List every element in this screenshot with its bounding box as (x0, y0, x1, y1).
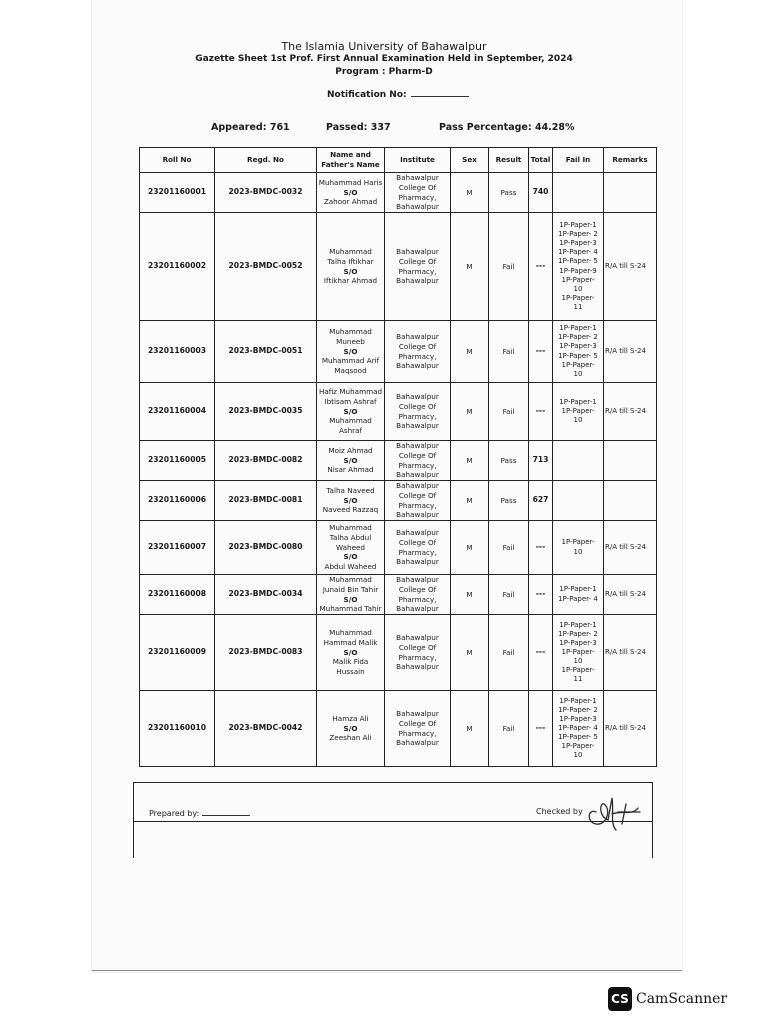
table-row (140, 691, 657, 767)
table-row (140, 481, 657, 521)
page-bottom-edge (92, 970, 682, 971)
result-cell: Fail (489, 521, 529, 575)
sex-cell: M (451, 521, 489, 575)
table-row (140, 521, 657, 575)
name-cell: Muhammad Talha Abdul Waheed S/O Abdul Waheed (317, 521, 385, 575)
remarks-cell: R/A till S-24 (604, 321, 657, 383)
table-row (140, 383, 657, 441)
total-cell: 713 (529, 441, 553, 481)
col-header-sex: Sex (451, 148, 489, 173)
roll-no-cell: 23201160001 (140, 173, 215, 213)
total-cell: --- (529, 321, 553, 383)
remarks-cell: R/A till S-24 (604, 615, 657, 691)
sex-cell: M (451, 383, 489, 441)
pass-percentage: Pass Percentage: 44.28% (439, 122, 575, 133)
table-row (140, 575, 657, 615)
table-header-row (140, 148, 657, 173)
roll-no-cell: 23201160010 (140, 691, 215, 767)
total-cell: 627 (529, 481, 553, 521)
institute-cell: Bahawalpur College Of Pharmacy, Bahawalpur (385, 321, 451, 383)
table-body (140, 173, 657, 767)
name-cell: Hafiz Muhammad Ibtisam Ashraf S/O Muhammad Ashraf (317, 383, 385, 441)
institute-cell: Bahawalpur College Of Pharmacy, Bahawalpur (385, 173, 451, 213)
result-cell: Fail (489, 213, 529, 321)
institute-cell: Bahawalpur College Of Pharmacy, Bahawalpur (385, 615, 451, 691)
col-header-roll: Roll No (140, 148, 215, 173)
camscanner-watermark (608, 987, 727, 1011)
sex-cell: M (451, 213, 489, 321)
roll-no-cell: 23201160009 (140, 615, 215, 691)
regd-no-cell: 2023-BMDC-0052 (215, 213, 317, 321)
regd-no-cell: 2023-BMDC-0034 (215, 575, 317, 615)
checked-by-label: Checked by (536, 807, 583, 816)
result-cell: Pass (489, 441, 529, 481)
sex-cell: M (451, 441, 489, 481)
passed-count: Passed: 337 (326, 122, 391, 133)
institute-cell: Bahawalpur College Of Pharmacy, Bahawalpur (385, 481, 451, 521)
notification-label: Notification No: (327, 90, 407, 100)
remarks-cell (604, 441, 657, 481)
name-cell: Muhammad Muneeb S/O Muhammad Arif Maqsood (317, 321, 385, 383)
fail-in-cell (553, 173, 604, 213)
fail-in-cell: 1P-Paper-1 1P-Paper- 10 (553, 383, 604, 441)
table-row (140, 213, 657, 321)
fail-in-cell: 1P-Paper-1 1P-Paper- 2 1P-Paper-3 1P-Paper- 4 1P-Paper- 5 1P-Paper-9 1P-Paper- 10 1P-Paper- 11 (553, 213, 604, 321)
col-header-remarks: Remarks (604, 148, 657, 173)
result-cell: Fail (489, 575, 529, 615)
col-header-total: Total (529, 148, 553, 173)
notification-blank (411, 87, 469, 97)
table-row (140, 173, 657, 213)
total-cell: --- (529, 615, 553, 691)
name-cell: Talha Naveed S/O Naveed Razzaq (317, 481, 385, 521)
name-cell: Moiz Ahmad S/O Nisar Ahmad (317, 441, 385, 481)
name-cell: Muhammad Talha Iftikhar S/O Iftikhar Ahmad (317, 213, 385, 321)
regd-no-cell: 2023-BMDC-0051 (215, 321, 317, 383)
col-header-institute: Institute (385, 148, 451, 173)
regd-no-cell: 2023-BMDC-0081 (215, 481, 317, 521)
gazette-title: Gazette Sheet 1st Prof. First Annual Examination Held in September, 2024 (195, 54, 573, 64)
notification-number (327, 87, 469, 100)
institute-cell: Bahawalpur College Of Pharmacy, Bahawalpur (385, 575, 451, 615)
name-cell: Hamza Ali S/O Zeeshan Ali (317, 691, 385, 767)
sex-cell: M (451, 173, 489, 213)
roll-no-cell: 23201160005 (140, 441, 215, 481)
remarks-cell (604, 481, 657, 521)
remarks-cell: R/A till S-24 (604, 521, 657, 575)
fail-in-cell: 1P-Paper-1 1P-Paper- 2 1P-Paper-3 1P-Paper- 4 1P-Paper- 5 1P-Paper- 10 (553, 691, 604, 767)
remarks-cell (604, 173, 657, 213)
fail-in-cell: 1P-Paper-1 1P-Paper- 2 1P-Paper-3 1P-Paper- 10 1P-Paper- 11 (553, 615, 604, 691)
table-row (140, 615, 657, 691)
roll-no-cell: 23201160002 (140, 213, 215, 321)
roll-no-cell: 23201160004 (140, 383, 215, 441)
institute-cell: Bahawalpur College Of Pharmacy, Bahawalpur (385, 521, 451, 575)
result-cell: Fail (489, 691, 529, 767)
remarks-cell: R/A till S-24 (604, 383, 657, 441)
university-title: The Islamia University of Bahawalpur (281, 40, 487, 53)
total-cell: 740 (529, 173, 553, 213)
roll-no-cell: 23201160007 (140, 521, 215, 575)
regd-no-cell: 2023-BMDC-0080 (215, 521, 317, 575)
roll-no-cell: 23201160006 (140, 481, 215, 521)
table-row (140, 441, 657, 481)
result-cell: Pass (489, 481, 529, 521)
result-cell: Fail (489, 383, 529, 441)
regd-no-cell: 2023-BMDC-0083 (215, 615, 317, 691)
table-row (140, 321, 657, 383)
col-header-fail-in: Fail In (553, 148, 604, 173)
institute-cell: Bahawalpur College Of Pharmacy, Bahawalpur (385, 691, 451, 767)
total-cell: --- (529, 521, 553, 575)
sex-cell: M (451, 691, 489, 767)
regd-no-cell: 2023-BMDC-0035 (215, 383, 317, 441)
regd-no-cell: 2023-BMDC-0082 (215, 441, 317, 481)
regd-no-cell: 2023-BMDC-0032 (215, 173, 317, 213)
sex-cell: M (451, 575, 489, 615)
roll-no-cell: 23201160008 (140, 575, 215, 615)
fail-in-cell (553, 481, 604, 521)
total-cell: --- (529, 691, 553, 767)
roll-no-cell: 23201160003 (140, 321, 215, 383)
name-cell: Muhammad Hammad Malik S/O Malik Fida Hussain (317, 615, 385, 691)
name-cell: Muhammad Haris S/O Zahoor Ahmad (317, 173, 385, 213)
total-cell: --- (529, 575, 553, 615)
institute-cell: Bahawalpur College Of Pharmacy, Bahawalpur (385, 213, 451, 321)
regd-no-cell: 2023-BMDC-0042 (215, 691, 317, 767)
fail-in-cell: 1P-Paper- 10 (553, 521, 604, 575)
signature-image (582, 790, 644, 834)
camscanner-logo-icon: CS (608, 987, 632, 1011)
footer-box (133, 782, 653, 858)
appeared-count: Appeared: 761 (211, 122, 290, 133)
sex-cell: M (451, 481, 489, 521)
prepared-by-blank (202, 815, 250, 816)
fail-in-cell (553, 441, 604, 481)
prepared-by-label: Prepared by: (149, 809, 200, 818)
result-cell: Pass (489, 173, 529, 213)
remarks-cell: R/A till S-24 (604, 691, 657, 767)
sex-cell: M (451, 615, 489, 691)
fail-in-cell: 1P-Paper-1 1P-Paper- 4 (553, 575, 604, 615)
sex-cell: M (451, 321, 489, 383)
col-header-regd: Regd. No (215, 148, 317, 173)
fail-in-cell: 1P-Paper-1 1P-Paper- 2 1P-Paper-3 1P-Paper- 5 1P-Paper- 10 (553, 321, 604, 383)
result-cell: Fail (489, 321, 529, 383)
col-header-result: Result (489, 148, 529, 173)
camscanner-text: CamScanner (636, 991, 728, 1007)
total-cell: --- (529, 213, 553, 321)
name-cell: Muhammad Junaid Bin Tahir S/O Muhammad Tahir (317, 575, 385, 615)
institute-cell: Bahawalpur College Of Pharmacy, Bahawalpur (385, 441, 451, 481)
total-cell: --- (529, 383, 553, 441)
remarks-cell: R/A till S-24 (604, 213, 657, 321)
remarks-cell: R/A till S-24 (604, 575, 657, 615)
results-table (139, 147, 657, 767)
result-cell: Fail (489, 615, 529, 691)
institute-cell: Bahawalpur College Of Pharmacy, Bahawalpur (385, 383, 451, 441)
col-header-name: Name and Father's Name (317, 148, 385, 173)
prepared-by (149, 809, 250, 818)
program-title: Program : Pharm-D (335, 67, 433, 77)
